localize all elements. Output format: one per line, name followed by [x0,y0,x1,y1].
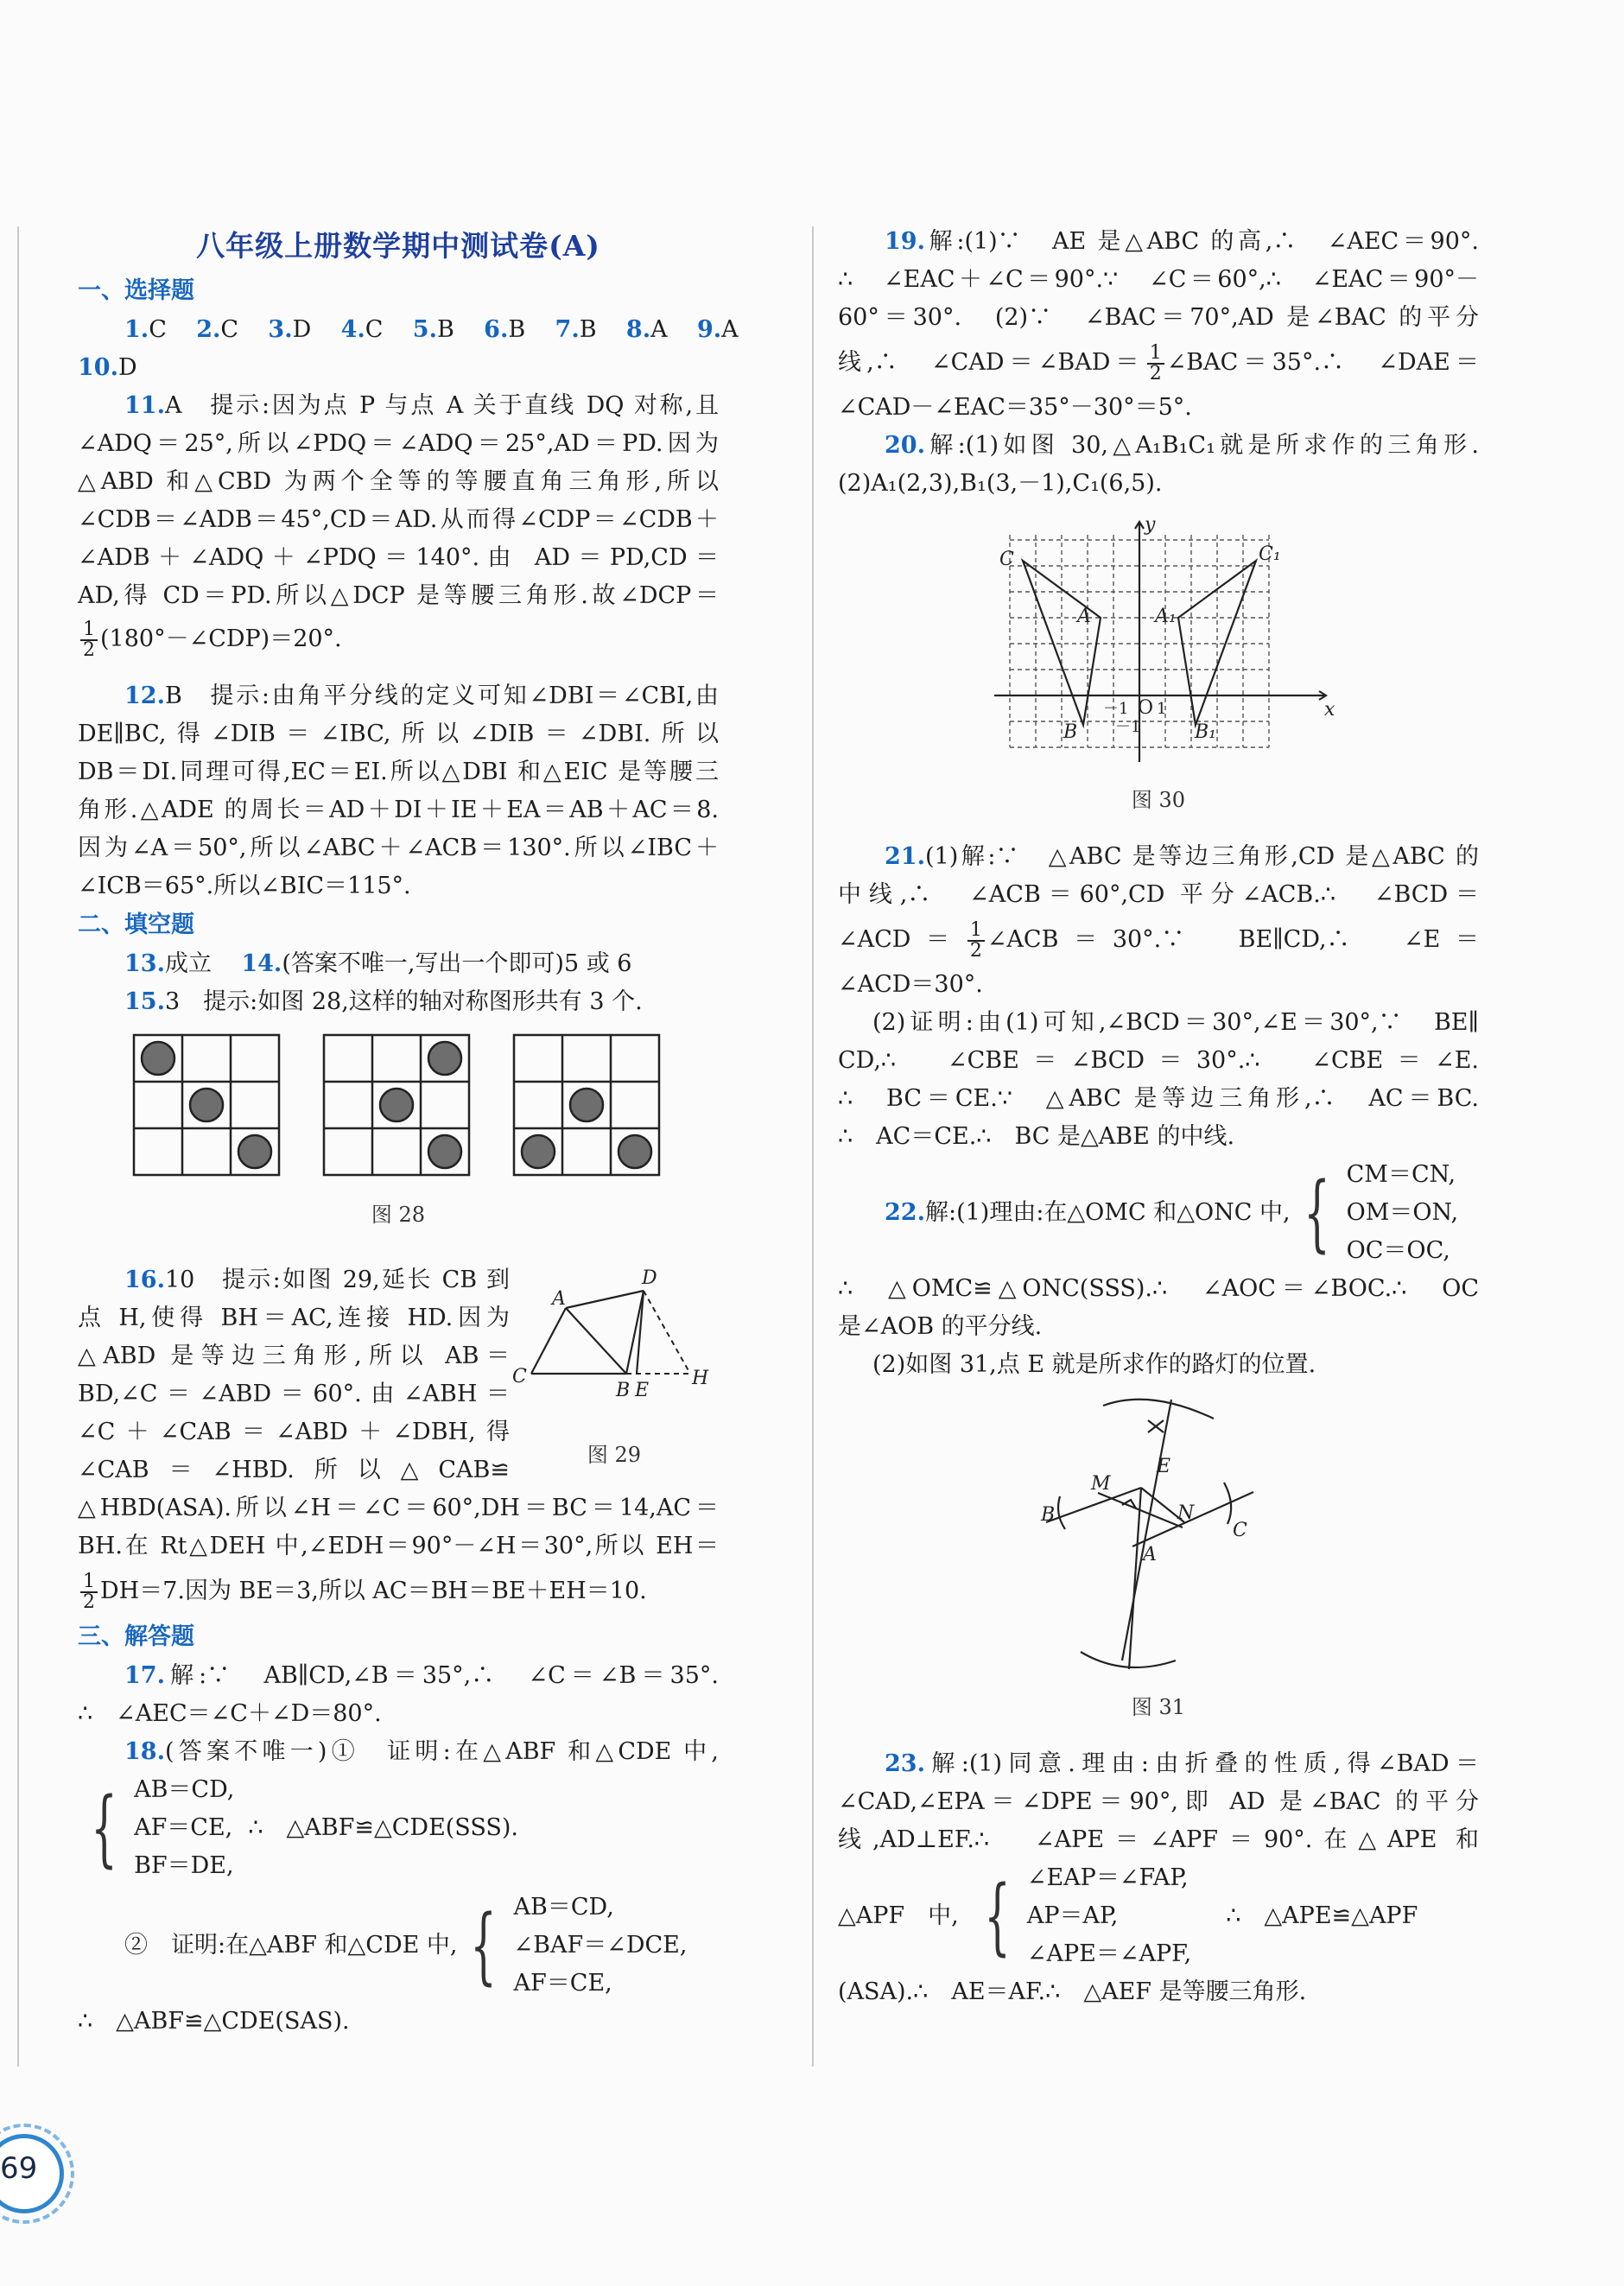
answer-8: 8.A [625,316,668,343]
fig31-label-c: C [1233,1520,1247,1541]
question-21: 21.(1)解:∵ △ABC 是等边三角形,CD 是△ABC 的 中线,∴ ∠ACB＝60°,CD 平分∠ACB.∴ ∠BCD＝ ∠ACD＝ $\frac{1}{2}$ ∠ACB＝30°.∵ BE∥CD,∴ ∠E＝ ∠ACD＝30°. (2)证明:由(1)可知,∠BCD＝30°,∠E＝30°,∵ BE∥ CD,∴ ∠CBE＝∠BCD＝30°.∴ ∠CBE＝∠E. ∴ BC＝CE.∵ △ABC 是等边三角形,∴ AC＝BC. ∴ AC＝CE.∴ BC 是△ABE 的中线. [838,843,1479,1150]
page-title: 八年级上册数学期中测试卷(A) [196,229,600,263]
fig31-label-b: B [1041,1504,1056,1526]
figure-28-caption: 图 28 [371,1203,426,1227]
figure-30 [838,511,1479,817]
answer-1: 1.C [124,316,167,343]
question-11: 11.A 提示:因为点 P 与点 A 关于直线 DQ 对称,且 ∠ADQ＝25°,所以∠PDQ＝∠ADQ＝25°,AD＝PD.因为 △ABD 和△CBD 为两个全等的等腰直角三角形,所以 ∠CDB＝∠ADB＝45°,CD＝AD.从而得∠CDP＝∠CDB＋ ∠ADB＋∠ADQ＋∠PDQ＝140°.由 AD＝PD,CD＝ AD,得 CD＝PD.所以△DCP 是等腰三角形.故∠DCP＝ $\frac{1}{2}$ (180°－∠CDP)＝20°. [78,392,719,661]
answer-2: 2.C [196,316,239,343]
grid3-piece-2 [522,1135,555,1168]
left-column [78,223,739,2041]
right-column [838,223,1479,2011]
fig30-tick-1: 1 [1157,700,1167,718]
grid3-piece-3 [619,1135,651,1168]
fig30-tick-neg1-y: －1 [1115,718,1141,736]
section-heading-fill: 二、填空题 [78,911,194,938]
answer-7: 7.B [555,316,597,343]
answer-6: 6.B [484,316,526,343]
section-heading-choice: 一、选择题 [78,277,194,304]
answer-5: 5.B [412,316,454,343]
answer-4: 4.C [340,316,384,343]
fraction-one-half: $\frac{1}{2}$ [967,921,985,961]
perpendicular-bisector [1122,1400,1171,1661]
equation-system-sss: { AB＝CD, AF＝CE, BF＝DE, [91,1776,235,1879]
figure-31-construction [1020,1393,1297,1678]
fig29-label-d: D [642,1267,657,1289]
grid2-piece-3 [428,1135,461,1168]
grid1-piece-2 [190,1089,223,1121]
fig29-label-c: C [512,1366,527,1387]
question-18: 18.(答案不唯一)① 证明:在△ABF 和△CDE 中, { AB＝CD, AF＝CE, BF＝DE, ∴ △ABF≌△CDE(SSS). ② 证明:在△ABF 和△CDE 中, { AB＝CD, ∠BAF＝∠DCE, AF＝CE, ∴ △ABF≌△CDE(SAS). [78,1738,719,2035]
equation-system-sss: { CM＝CN, OM＝ON, OC＝OC, [1303,1161,1459,1264]
fig30-tick-neg1: －1 [1103,700,1129,718]
fig30-label-origin: O [1138,697,1154,719]
grid2-piece-1 [428,1042,461,1075]
fraction-one-half: $\frac{1}{2}$ [1147,344,1164,384]
fig30-label-c1: C₁ [1259,543,1281,565]
fig31-label-e: E [1157,1456,1171,1477]
fig30-label-b1: B₁ [1195,721,1216,743]
question-19: 19.解:(1)∵ AE 是△ABC 的高,∴ ∠AEC＝90°. ∴ ∠EAC＋∠C＝90°.∵ ∠C＝60°,∴ ∠EAC＝90°－ 60°＝30°. (2)∵ ∠BAC＝70°,AD 是∠BAC 的平分 线,∴ ∠CAD＝∠BAD＝ $\frac{1}{2}$ ∠BAC＝35°.∴ ∠DAE＝ ∠CAD－∠EAC＝35°－30°＝5°. [838,228,1479,421]
figure-29-caption: 图 29 [587,1443,642,1467]
grid2-piece-2 [380,1089,413,1121]
answer-3: 3.D [268,316,312,343]
page-number: 69 [0,2151,38,2186]
question-16: 16.10 提示:如图 29,延长 CB 到 点 H,使得 BH＝AC,连接 HD.因为 △ABD 是等边三角形,所以 AB＝ BD,∠C＝∠ABD＝60°.由∠ABH＝ ∠C＋∠CAB＝∠ABD＋∠DBH,得 ∠CAB＝∠HBD.所以△CAB≌ C A D B E H 图 29 △HBD(ASA).所以∠H＝∠C＝60°,DH＝BC＝14,AC＝ BH.在 Rt△DEH 中,∠EDH＝90°－∠H＝30°,所以 EH＝ $\frac{1}{2}$ DH＝7.因为 BE＝3,所以 AC＝BH＝BE＋EH＝10. [78,1261,719,1617]
section-heading-solve: 三、解答题 [78,1623,194,1650]
fig31-label-a: A [1143,1544,1157,1565]
question-23: 23.解:(1)同意.理由:由折叠的性质,得∠BAD＝ ∠CAD,∠EPA＝∠DPE＝90°,即 AD 是∠BAC 的平分 线,AD⊥EF.∴ ∠APE＝∠APF＝90°.在△APE 和 △APF 中, { ∠EAP＝∠FAP, AP＝AP, ∠APE＝∠APF, ∴ △APE≌△APF (ASA).∴ AE＝AF.∴ △AEF 是等腰三角形. [838,1750,1479,2005]
figure-29 [510,1261,719,1472]
figure-30-caption: 图 30 [1131,788,1186,812]
fig30-label-a1: A₁ [1155,606,1177,627]
question-17: 17.解:∵ AB∥CD,∠B＝35°,∴ ∠C＝∠B＝35°. ∴ ∠AEC＝∠C＋∠D＝80°. [78,1662,719,1727]
fraction-one-half: $\frac{1}{2}$ [80,620,98,660]
grid3-piece-1 [570,1089,603,1121]
figure-30-coordinate-grid [977,511,1340,771]
fig31-label-m: M [1091,1473,1111,1495]
question-22: 22.解:(1)理由:在△OMC 和△ONC 中, { CM＝CN, OM＝ON, OC＝OC, ∴ △OMC≌△ONC(SSS).∴ ∠AOC＝∠BOC.∴ OC 是∠AOB 的平分线. (2)如图 31,点 E 就是所求作的路灯的位置. [838,1156,1479,1384]
answer-9: 9.A [696,316,739,343]
fig30-label-x: x [1324,699,1335,721]
left-margin-rule [17,226,19,2067]
fraction-one-half: $\frac{1}{2}$ [80,1572,98,1612]
equation-system-asa: { ∠EAP＝∠FAP, AP＝AP, ∠APE＝∠APF, [984,1864,1192,1967]
answer-10: 10.D [78,354,137,381]
fig30-label-a: A [1077,606,1091,627]
question-13-14: 13.成立 14.(答案不唯一,写出一个即可)5 或 6 [124,950,632,977]
figure-28 [78,1030,719,1232]
column-divider [812,226,814,2067]
figure-29-diagram [512,1261,716,1426]
equation-system-sas: { AB＝CD, ∠BAF＝∠DCE, AF＝CE, [470,1894,688,1997]
figure-31-caption: 图 31 [1131,1695,1186,1719]
fig29-label-h: H [692,1368,709,1389]
choice-answers-row [78,311,739,349]
fig29-label-b: B [616,1380,631,1401]
fig29-label-a: A [552,1288,566,1310]
figure-28-grids [130,1030,666,1185]
fig29-label-e: E [635,1380,650,1401]
question-12: 12.B 提示:由角平分线的定义可知∠DBI＝∠CBI,由 DE∥BC,得∠DIB＝∠IBC,所以∠DIB＝∠DBI.所以 DB＝DI.同理可得,EC＝EI.所以△DBI 和△EIC 是等腰三 角形.△ADE 的周长＝AD＋DI＋IE＋EA＝AB＋AC＝8. 因为∠A＝50°,所以∠ABC＋∠ACB＝130°.所以∠IBC＋ ∠ICB＝65°.所以∠BIC＝115°. [78,683,719,899]
fig30-label-c: C [999,549,1014,570]
figure-31 [838,1393,1479,1724]
question-20: 20.解:(1)如图 30,△A₁B₁C₁就是所求作的三角形. (2)A₁(2,3),B₁(3,－1),C₁(6,5). [838,432,1479,497]
grid1-piece-3 [238,1135,271,1168]
grid1-piece-1 [142,1042,174,1075]
question-15: 15.3 提示:如图 28,这样的轴对称图形共有 3 个. [124,988,643,1015]
fig31-label-n: N [1177,1502,1195,1524]
fig30-label-y: y [1145,514,1156,536]
fig30-label-b: B [1063,721,1078,743]
ray-oa [1129,1488,1141,1669]
